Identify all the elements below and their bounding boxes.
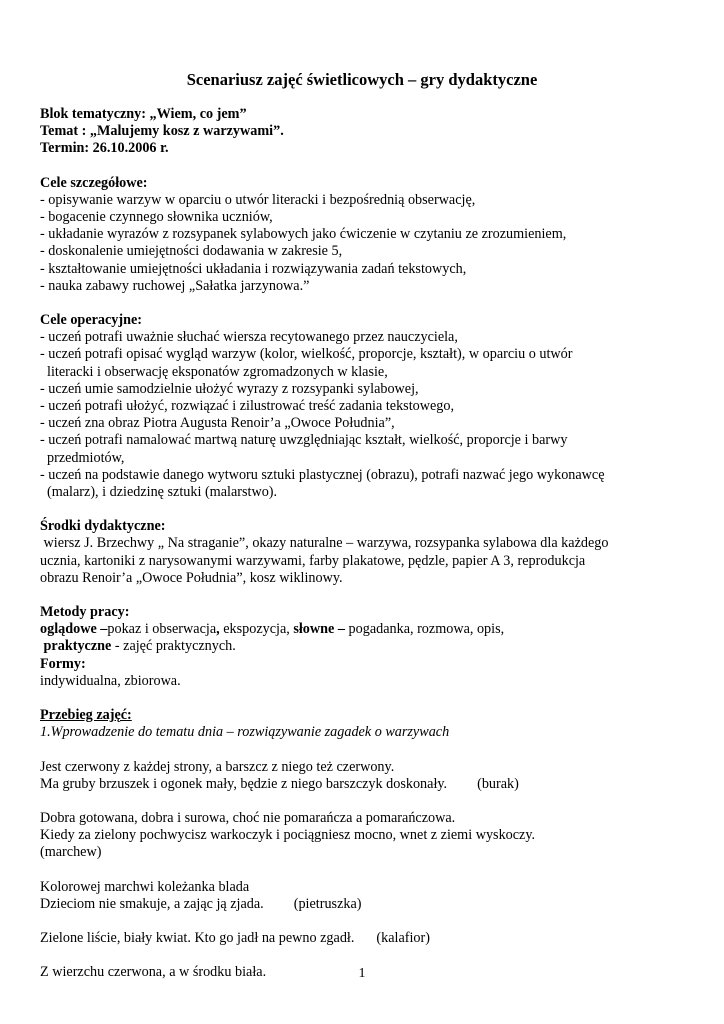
zagadka-2-line-1: Dobra gotowana, dobra i surowa, choć nie pomarańcza a pomarańczowa. [40,809,456,826]
zagadka-4-answer: (kalafior) [376,929,430,946]
metody-praktyczne-label: praktyczne [40,638,112,655]
list-item: - uczeń potrafi namalować martwą naturę uwzględniając kształt, wielkość, proporcje i barwy [40,432,568,449]
srodki-line: wiersz J. Brzechwy „ Na straganie”, okazy naturalne – warzywa, rozsypanka sylabowa dla każdego [40,535,609,552]
list-item: - opisywanie warzyw w oparciu o utwór literacki i bezpośrednią obserwację, [40,191,476,208]
list-item: - uczeń na podstawie danego wytworu sztuki plastycznej (obrazu), potrafi nazwać jego wykonawcę [40,466,605,483]
zagadka-3-text: Dzieciom nie smakuje, a zając ją zjada. [40,895,264,912]
cele-szczegolowe-heading: Cele szczegółowe: [40,174,148,191]
blok-tematyczny: Blok tematyczny: „Wiem, co jem” [40,106,247,122]
zagadka-1-answer: (burak) [477,775,519,792]
page-number: 1 [358,966,366,981]
list-item: - nauka zabawy ruchowej „Sałatka jarzynowa.” [40,277,310,294]
srodki-heading: Środki dydaktyczne: [40,518,166,535]
temat: Temat : „Malujemy kosz z warzywami”. [40,123,284,140]
termin: Termin: 26.10.2006 r. [40,140,169,157]
metody-line-1 [40,621,700,638]
metody-comma: , [216,621,220,638]
formy-heading: Formy: [40,655,86,672]
metody-ekspozycja: ekspozycja, [219,621,294,638]
cele-operacyjne-heading: Cele operacyjne: [40,312,143,329]
list-item: - uczeń zna obraz Piotra Augusta Renoir’a „Owoce Południa”, [40,415,395,432]
metody-slowne-label: słowne – [293,621,345,638]
zagadka-1-text: Ma gruby brzuszek i ogonek mały, będzie z niego barszczyk doskonały. [40,775,448,792]
list-item: - uczeń potrafi ułożyć, rozwiązać i zilustrować treść zadania tekstowego, [40,398,455,415]
metody-ogladowe-text: pokaz i obserwacja [107,621,217,638]
list-item-continuation: (malarz), i dziedzinę sztuki (malarstwo). [47,484,278,501]
srodki-line: ucznia, kartoniki z narysowanymi warzywami, farby plakatowe, pędzle, papier A 3, reprodukcja [40,552,586,569]
list-item: - kształtowanie umiejętności układania i rozwiązywania zadań tekstowych, [40,260,467,277]
metody-slowne-text: pogadanka, rozmowa, opis, [344,621,505,638]
formy-text: indywidualna, zbiorowa. [40,672,181,689]
list-item: - uczeń umie samodzielnie ułożyć wyrazy z rozsypanki sylabowej, [40,380,419,397]
zagadka-1-line-1: Jest czerwony z każdej strony, a barszcz z niego też czerwony. [40,758,395,775]
zagadka-4-text: Zielone liście, biały kwiat. Kto go jadł na pewno zgadł. [40,929,355,946]
zagadka-4-line-1 [40,930,700,947]
metody-ogladowe-label: oglądowe – [40,621,108,638]
metody-praktyczne-text: - zajęć praktycznych. [111,638,236,655]
zagadka-2-line-2: Kiedy za zielony pochwycisz warkoczyk i pociągniesz mocno, wnet z ziemi wyskoczy. [40,827,536,844]
cele-operacyjne-list [40,329,700,501]
metody-heading: Metody pracy: [40,604,130,621]
list-item-continuation: literacki i obserwację eksponatów zgromadzonych w klasie, [47,363,388,380]
cele-szczegolowe-list [40,192,700,295]
przebieg-heading: Przebieg zajęć: [40,707,132,724]
przebieg-subheading: 1.Wprowadzenie do tematu dnia – rozwiązywanie zagadek o warzywach [40,724,450,741]
zagadka-3-line-2 [40,896,700,913]
list-item: - doskonalenie umiejętności dodawania w zakresie 5, [40,243,343,260]
document-title: Scenariusz zajęć świetlicowych – gry dydaktyczne [186,70,538,89]
zagadka-3-answer: (pietruszka) [293,895,362,912]
srodki-line: obrazu Renoir’a „Owoce Południa”, kosz wiklinowy. [40,569,343,586]
zagadka-3-line-1: Kolorowej marchwi koleżanka blada [40,878,250,895]
zagadka-5-line-1: Z wierzchu czerwona, a w środku biała. [40,964,267,981]
list-item: - uczeń potrafi opisać wygląd warzyw (kolor, wielkość, proporcje, kształt), w oparciu o utwór [40,346,573,363]
list-item: - bogacenie czynnego słownika uczniów, [40,209,273,226]
list-item-continuation: przedmiotów, [47,449,125,466]
list-item: - układanie wyrazów z rozsypanek sylabowych jako ćwiczenie w czytaniu ze zrozumieniem, [40,226,567,243]
list-item: - uczeń potrafi uważnie słuchać wiersza recytowanego przez nauczyciela, [40,329,458,346]
zagadka-2-answer: (marchew) [40,844,102,861]
document-body [40,106,700,981]
metody-line-2 [40,638,700,655]
zagadka-1-line-2 [40,776,700,793]
